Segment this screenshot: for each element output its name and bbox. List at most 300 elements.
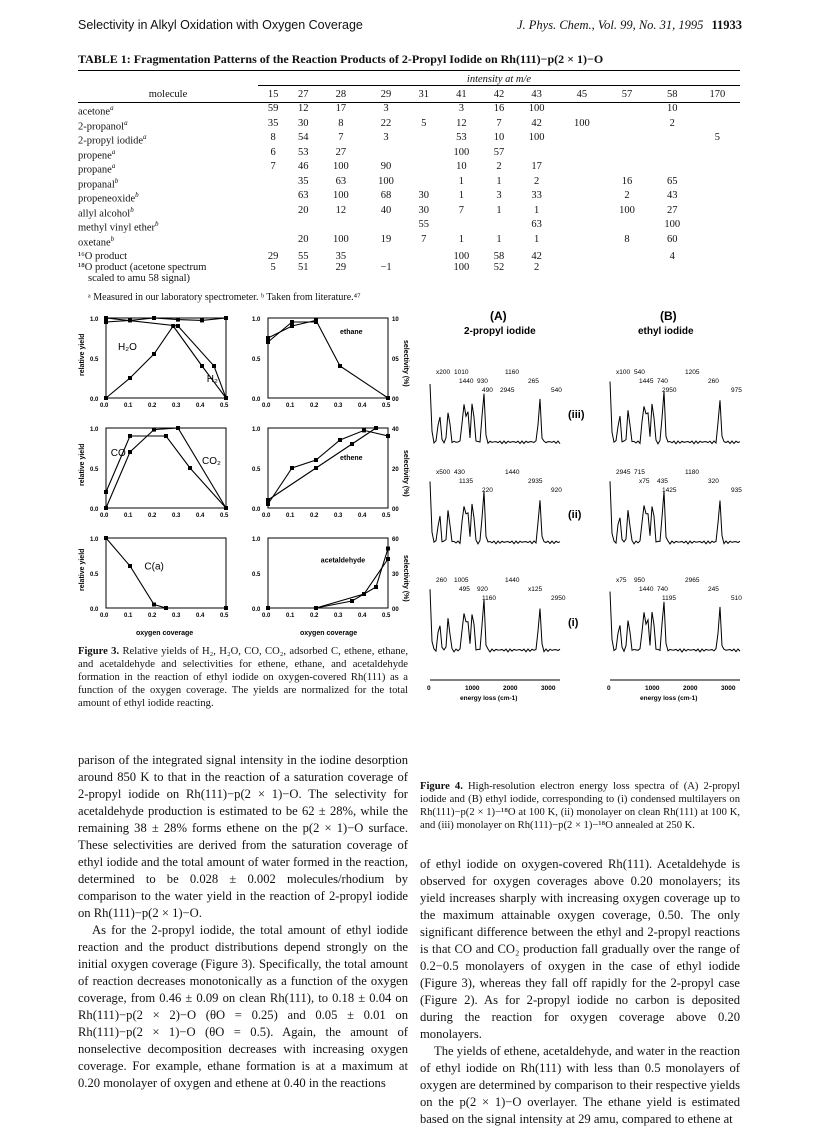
peak-label: 1135 xyxy=(459,478,473,485)
peak-label: 1205 xyxy=(685,369,700,376)
table-row xyxy=(78,103,740,118)
data-point xyxy=(200,318,204,322)
x-tick-label: 0.4 xyxy=(358,513,367,519)
table-cell: 30 xyxy=(297,117,309,129)
table-cell xyxy=(559,219,604,234)
y-tick-label: 0.5 xyxy=(90,572,99,578)
data-point xyxy=(164,606,168,610)
x-tick-label: 0.4 xyxy=(196,613,205,619)
peak-label: 1005 xyxy=(454,577,469,584)
table-cell xyxy=(363,248,408,262)
data-point xyxy=(104,316,108,320)
table-cell: 12 xyxy=(335,204,347,216)
table-cell xyxy=(439,219,484,234)
y-tick-label: 0.5 xyxy=(90,467,99,473)
table-cell xyxy=(695,248,740,262)
molecule-name: propene$^a$ xyxy=(78,147,116,161)
y-tick-label: 0.0 xyxy=(90,507,99,513)
sel-tick-label: 00 xyxy=(392,397,399,403)
x-tick-label: 0.3 xyxy=(172,513,181,519)
x-tick-label: 0 xyxy=(427,685,431,692)
table-cell xyxy=(318,219,363,234)
plot-frame xyxy=(268,538,388,608)
table-cell: 7 xyxy=(458,204,464,216)
table-cell: 100 xyxy=(332,161,349,172)
table-cell xyxy=(559,234,604,249)
series-label: acetaldehyde xyxy=(320,557,366,565)
figure-4-spectra xyxy=(420,308,740,778)
table-cell xyxy=(650,132,695,147)
data-point xyxy=(128,564,132,568)
x-tick-label: 0.1 xyxy=(124,613,133,619)
table-cell xyxy=(604,132,649,147)
y-tick-label: 1.0 xyxy=(90,317,99,323)
sel-tick-label: 30 xyxy=(392,572,399,578)
x-tick-label: 0.2 xyxy=(310,613,319,619)
x-tick-label: 0.5 xyxy=(220,613,229,619)
data-point xyxy=(176,426,180,430)
table-cell: 57 xyxy=(493,146,505,158)
table-cell: 8 xyxy=(270,132,276,143)
x-tick-label: 2000 xyxy=(503,685,518,692)
table-footnote: ᵃ Measured in our laboratory spectrometer. ᵇ Taken from literature.⁴⁷ xyxy=(88,292,361,303)
table-cell xyxy=(604,262,649,273)
table-cell: 5 xyxy=(714,132,721,143)
header-title: Selectivity in Alkyl Oxidation with Oxygen Coverage xyxy=(78,18,363,32)
table-top-rule xyxy=(78,70,740,71)
table-cell xyxy=(559,205,604,220)
y-tick-label: 0.5 xyxy=(252,572,261,578)
table-cell xyxy=(363,219,408,234)
data-point xyxy=(200,364,204,368)
page-number: 11933 xyxy=(711,18,742,32)
sel-tick-label: 00 xyxy=(392,507,399,513)
data-point xyxy=(224,316,228,320)
y-axis-label: relative yield xyxy=(79,443,86,486)
sel-tick-label: 60 xyxy=(392,537,399,543)
table-cell: 16 xyxy=(493,103,505,114)
plot-frame xyxy=(106,428,226,508)
y-tick-label: 1.0 xyxy=(252,317,261,323)
table-cell xyxy=(514,273,559,284)
table-cell xyxy=(559,262,604,273)
table-row xyxy=(78,161,740,176)
data-point xyxy=(152,352,156,356)
table-cell: 4 xyxy=(669,251,675,262)
peak-label: 920 xyxy=(477,586,488,593)
table-cell: 8 xyxy=(624,233,630,245)
column-header: 45 xyxy=(576,89,588,100)
table-cell xyxy=(695,190,740,205)
plot-frame xyxy=(106,538,226,608)
x-tick-label: 0.2 xyxy=(148,613,157,619)
data-point xyxy=(290,320,294,324)
table-cell: 63 xyxy=(297,190,309,201)
y-tick-label: 1.0 xyxy=(90,537,99,543)
data-point xyxy=(224,396,228,400)
data-point xyxy=(224,606,228,610)
peak-label: 950 xyxy=(634,577,645,584)
x-tick-label: 0.2 xyxy=(148,403,157,409)
x-tick-label: 0.0 xyxy=(262,403,271,409)
peak-label: 540 xyxy=(634,369,645,376)
peak-label: 2945 xyxy=(500,387,515,394)
table-cell xyxy=(409,161,439,176)
table-cell xyxy=(604,161,649,176)
table-cell: 29 xyxy=(335,262,347,273)
table-cell: 55 xyxy=(297,251,309,262)
data-point xyxy=(314,458,318,462)
y-tick-label: 0.0 xyxy=(252,607,261,613)
y-tick-label: 1.0 xyxy=(252,537,261,543)
data-point xyxy=(350,442,354,446)
table-cell: 100 xyxy=(528,132,545,143)
table-cell: 35 xyxy=(267,117,279,129)
table-cell xyxy=(363,273,408,284)
table-cell: 1 xyxy=(534,204,540,216)
x-tick-label: 0.2 xyxy=(148,513,157,519)
table-cell xyxy=(604,103,649,118)
table-cell: 2 xyxy=(534,262,540,273)
table-cell: 27 xyxy=(335,146,347,158)
table-cell: 2 xyxy=(496,161,502,172)
x-tick-label: 0.5 xyxy=(382,613,391,619)
y2-axis-label: selectivity (%) xyxy=(402,555,409,602)
sel-tick-label: 05 xyxy=(392,357,399,363)
table-cell: 42 xyxy=(531,117,542,129)
table-cell xyxy=(695,219,740,234)
table-cell xyxy=(409,273,439,284)
spectrum-line xyxy=(430,481,560,543)
data-point xyxy=(104,536,108,540)
table-cell: 12 xyxy=(456,117,467,129)
data-point xyxy=(104,396,108,400)
peak-label: 1445 xyxy=(639,378,654,385)
table-row xyxy=(78,273,740,284)
molecule-name: oxetane$^b$ xyxy=(78,234,115,248)
peak-label: x75 xyxy=(616,577,627,584)
column-header: 31 xyxy=(418,89,429,100)
column-header: 57 xyxy=(621,89,633,100)
y-tick-label: 1.0 xyxy=(252,427,261,433)
table-cell: 10 xyxy=(493,132,505,143)
data-point xyxy=(338,364,342,368)
table-cell xyxy=(484,273,514,284)
table-cell xyxy=(695,118,740,133)
table-cell xyxy=(604,248,649,262)
data-point xyxy=(104,490,108,494)
column-header: 170 xyxy=(709,89,726,100)
table-cell: 6 xyxy=(270,146,276,158)
table-cell: 20 xyxy=(297,233,309,245)
spectrum-line xyxy=(430,384,560,444)
molecule-name: ¹⁸O product (acetone spectrum xyxy=(78,262,207,273)
peak-label: x500 xyxy=(436,469,451,476)
data-point xyxy=(152,428,156,432)
sel-tick-label: 40 xyxy=(392,427,399,433)
data-curve xyxy=(106,538,226,608)
table-cell xyxy=(695,103,740,118)
series-label: ethane xyxy=(340,329,363,336)
peak-label: 2950 xyxy=(662,387,677,394)
table-cell: 27 xyxy=(666,204,678,216)
spectrum-row-label: (i) xyxy=(568,617,579,629)
peak-label: 920 xyxy=(551,487,562,494)
table-cell: 63 xyxy=(335,175,347,187)
table-cell xyxy=(258,190,288,205)
table-row xyxy=(78,118,740,133)
table-cell xyxy=(604,219,649,234)
table-cell xyxy=(409,103,439,118)
peak-label: 935 xyxy=(731,487,742,494)
table-row xyxy=(78,219,740,234)
table-cell xyxy=(604,273,649,284)
table-cell xyxy=(363,147,408,162)
x-tick-label: 0.2 xyxy=(310,403,319,409)
table-cell: 19 xyxy=(380,233,392,245)
plot-frame xyxy=(106,318,226,398)
x-tick-label: 0.1 xyxy=(124,513,133,519)
molecule-name: propanal$^b$ xyxy=(78,176,119,190)
panel-b-title: ethyl iodide xyxy=(638,326,694,337)
data-curve xyxy=(268,320,388,398)
table-cell: 2 xyxy=(534,175,540,187)
y-tick-label: 0.5 xyxy=(252,357,261,363)
body-right-p2: The yields of ethene, acetaldehyde, and water in the reaction of ethyl iodide on Rh(111) with less than 0.5 monolayers of oxygen are determined by comparison to their respective yields on the p(2 × 1)−O overlayer. The ethane yield is estimated based on the signal intensity at 29 amu, compared to ethene at xyxy=(420,1044,740,1126)
molecule-name: ¹⁶O product xyxy=(78,251,128,262)
data-point xyxy=(314,606,318,610)
table-cell: 59 xyxy=(267,103,279,114)
table-cell: 5 xyxy=(421,117,427,129)
x-tick-label: 0.5 xyxy=(382,513,391,519)
series-label: CO₂ xyxy=(202,456,221,467)
data-point xyxy=(164,434,168,438)
table-cell: 55 xyxy=(418,219,429,230)
table-cell xyxy=(409,248,439,262)
x-tick-label: 0.5 xyxy=(382,403,391,409)
data-point xyxy=(374,426,378,430)
figure-3-label: Figure 3. xyxy=(78,646,120,657)
data-curve xyxy=(106,428,226,508)
table-cell: 100 xyxy=(378,175,394,187)
table-cell xyxy=(559,190,604,205)
table-cell: 58 xyxy=(493,251,505,262)
table-cell: 30 xyxy=(418,204,429,216)
figure-4-label: Figure 4. xyxy=(420,781,463,792)
body-right-p1: of ethyl iodide on oxygen-covered Rh(111). Acetaldehyde is observed for oxygen coverages above 0.20 monolayers; its yield increases sharply with increasing oxygen coverage up to the maximum attainable oxygen coverage, 0.50. The only significant difference between the ethyl and 2-propyl reactions is that CO and CO₂ production fall gradually over the range of 0.2−0.5 monolayers of oxygen in the case of ethyl iodide (Figure 3), whereas they fall off rapidly for the 2-propyl case (Figure 2). As for 2-propyl iodide no carbon is deposited during the reaction for oxygen coverage above 0.20 monolayers. xyxy=(420,857,740,1041)
peak-label: 1440 xyxy=(639,586,654,593)
x-tick-label: 2000 xyxy=(683,685,698,692)
table-cell: 35 xyxy=(335,251,347,262)
table-cell xyxy=(695,205,740,220)
x-axis-label: energy loss (cm-1) xyxy=(640,695,698,702)
peak-label: 2965 xyxy=(685,577,700,584)
y-axis-label: relative yield xyxy=(79,333,86,376)
data-point xyxy=(176,318,180,322)
table-cell: 2 xyxy=(624,190,630,201)
x-tick-label: 0.4 xyxy=(196,513,205,519)
table-cell: 1 xyxy=(458,190,464,201)
table-cell: 1 xyxy=(458,233,464,245)
x-tick-label: 0 xyxy=(607,685,611,692)
table-cell: 53 xyxy=(456,132,467,143)
x-tick-label: 0.2 xyxy=(310,513,319,519)
y-tick-label: 0.0 xyxy=(252,397,261,403)
table-row xyxy=(78,205,740,220)
intensity-group-header: intensity at m/e xyxy=(258,74,740,86)
x-tick-label: 0.1 xyxy=(286,513,295,519)
molecule-header: molecule xyxy=(148,88,188,100)
table-cell: 3 xyxy=(458,103,464,114)
table-cell xyxy=(288,219,318,234)
data-point xyxy=(128,434,132,438)
x-tick-label: 0.0 xyxy=(262,613,271,619)
table-cell: 10 xyxy=(666,103,678,114)
column-header: 43 xyxy=(531,89,542,100)
table-cell: 30 xyxy=(418,190,429,201)
data-point xyxy=(152,603,156,607)
peak-label: 510 xyxy=(731,595,742,602)
table-cell: 100 xyxy=(453,251,470,262)
figure-4-caption-text: High-resolution electron energy loss spectra of (A) 2-propyl iodide and (B) ethyl iodide, corresponding to (i) condensed multilayers on Rh(111)−p(2 × 1)−¹⁸O at 100 K, (ii) monolayer on clean Rh(111) at 100 K, and (iii) monolayer on Rh(111)−p(2 × 1)−¹⁸O annealed at 250 K. xyxy=(420,781,740,831)
table-row xyxy=(78,176,740,191)
column-header: 27 xyxy=(297,89,309,100)
data-curve xyxy=(106,318,226,398)
peak-label: x200 xyxy=(436,369,451,376)
sel-tick-label: 10 xyxy=(392,317,399,323)
table-cell xyxy=(695,147,740,162)
plot-frame xyxy=(268,428,388,508)
peak-label: 1440 xyxy=(459,378,474,385)
table-cell xyxy=(258,219,288,234)
table-cell: 12 xyxy=(297,103,309,114)
table-row xyxy=(78,262,740,273)
peak-label: 320 xyxy=(708,478,719,485)
table-cell: 42 xyxy=(531,251,542,262)
table-cell: 46 xyxy=(297,161,309,172)
molecule-name: allyl alcohol$^b$ xyxy=(78,205,134,219)
y-tick-label: 0.0 xyxy=(90,397,99,403)
data-point xyxy=(104,320,108,324)
table-cell: 35 xyxy=(297,175,309,187)
peak-label: x100 xyxy=(616,369,631,376)
table-cell: 68 xyxy=(380,190,392,201)
table-cell: 10 xyxy=(456,161,467,172)
table-cell: 53 xyxy=(297,146,309,158)
table-cell xyxy=(695,262,740,273)
peak-label: 495 xyxy=(459,586,470,593)
data-point xyxy=(314,466,318,470)
x-tick-label: 0.3 xyxy=(334,403,343,409)
data-point xyxy=(314,320,318,324)
peak-label: 930 xyxy=(477,378,488,385)
x-tick-label: 0.3 xyxy=(334,513,343,519)
peak-label: 740 xyxy=(657,378,668,385)
y-tick-label: 0.5 xyxy=(252,467,261,473)
figure-3-caption xyxy=(78,645,408,710)
peak-label: 540 xyxy=(551,387,562,394)
peak-label: 2935 xyxy=(528,478,543,485)
table-cell xyxy=(559,161,604,176)
x-tick-label: 0.1 xyxy=(286,403,295,409)
table-cell xyxy=(258,273,288,284)
data-point xyxy=(362,428,366,432)
series-label: CO xyxy=(110,448,126,459)
data-point xyxy=(152,316,156,320)
data-point xyxy=(338,438,342,442)
table-cell: 16 xyxy=(621,175,633,187)
table-cell xyxy=(559,147,604,162)
data-point xyxy=(212,364,216,368)
table-cell: 22 xyxy=(380,117,392,129)
y-axis-label: relative yield xyxy=(79,548,86,591)
data-point xyxy=(128,450,132,454)
table-cell: 7 xyxy=(496,117,502,129)
x-tick-label: 0.4 xyxy=(358,403,367,409)
peak-label: 220 xyxy=(482,487,493,494)
sel-tick-label: 00 xyxy=(392,607,399,613)
data-point xyxy=(386,547,390,551)
table-cell xyxy=(484,219,514,234)
table-cell xyxy=(318,273,363,284)
data-point xyxy=(266,336,270,340)
series-label: H₂ xyxy=(206,374,218,385)
peak-label: 245 xyxy=(708,586,719,593)
data-point xyxy=(266,340,270,344)
table-cell: 7 xyxy=(270,161,276,172)
series-label: C(a) xyxy=(144,561,164,573)
data-point xyxy=(386,396,390,400)
table-cell xyxy=(409,147,439,162)
table-cell xyxy=(409,176,439,191)
body-left-p2: As for the 2-propyl iodide, the total amount of ethyl iodide reaction and the product distributions depend strongly on the initial oxygen coverage (Figure 3). Specifically, the total amount of reaction decreases monotonically as a function of the oxygen coverage, from 0.46 ± 0.09 on clean Rh(111), to 0.18 ± 0.04 on Rh(111)−p(2 × 2)−O (θO = 0.25) and 0.05 ± 0.01 on Rh(111)−p(2 × 1)−O (θO = 0.5). Again, the amount of nonselective decomposition decreases with increasing oxygen coverage. For example, ethane formation is at a maximum at 0.20 monolayer of oxygen and ethene at 0.40 in the reactions xyxy=(78,923,408,1090)
table-cell xyxy=(258,234,288,249)
panel-b-label: (B) xyxy=(660,309,677,323)
y-tick-label: 1.0 xyxy=(90,427,99,433)
table-cell xyxy=(650,147,695,162)
table-cell xyxy=(559,132,604,147)
table-cell xyxy=(650,273,695,284)
table-cell: 7 xyxy=(338,132,344,143)
column-header: 29 xyxy=(380,89,392,100)
x-tick-label: 0.5 xyxy=(220,403,229,409)
peak-label: 715 xyxy=(634,469,645,476)
column-header: 28 xyxy=(335,89,347,100)
table-cell: 3 xyxy=(383,132,389,143)
table-caption: TABLE 1: Fragmentation Patterns of the Reaction Products of 2-Propyl Iodide on Rh(111)−p(2 × 1)−O xyxy=(78,52,604,66)
data-point xyxy=(362,592,366,596)
data-point xyxy=(386,557,390,561)
peak-label: 1160 xyxy=(482,595,496,602)
x-axis-label: oxygen coverage xyxy=(300,630,358,637)
x-tick-label: 0.4 xyxy=(358,613,367,619)
body-left-column xyxy=(78,752,408,1092)
data-curve xyxy=(106,436,226,508)
table-cell: 100 xyxy=(332,233,349,245)
x-tick-label: 0.0 xyxy=(100,403,109,409)
table-cell: 51 xyxy=(297,262,309,273)
data-point xyxy=(350,599,354,603)
table-cell xyxy=(559,103,604,118)
table-cell: 3 xyxy=(496,190,502,201)
peak-label: 740 xyxy=(657,586,668,593)
table-cell xyxy=(695,161,740,176)
table-cell: 65 xyxy=(666,175,678,187)
molecule-name: propeneoxide$^b$ xyxy=(78,191,139,205)
peak-label: 1440 xyxy=(505,577,520,584)
table-cell: 1 xyxy=(458,175,464,187)
journal-ref: J. Phys. Chem., Vol. 99, No. 31, 1995 xyxy=(516,18,704,32)
